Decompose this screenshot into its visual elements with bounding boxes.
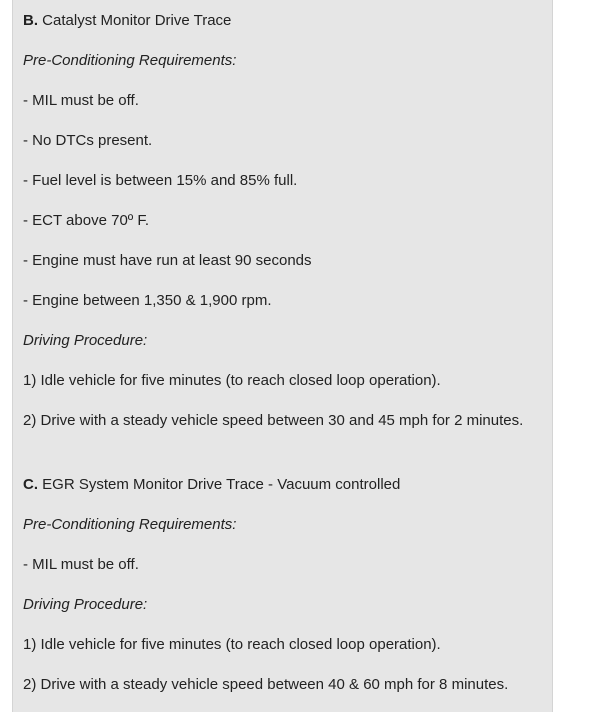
section-b-step: 1) Idle vehicle for five minutes (to reach closed loop operation).: [23, 372, 441, 389]
content-panel: [12, 0, 553, 712]
section-c-heading: [23, 473, 400, 497]
section-c-requirement: - MIL must be off.: [23, 556, 139, 573]
section-b-requirement: - No DTCs present.: [23, 132, 153, 149]
section-c-step: 2) Drive with a steady vehicle speed between 40 & 60 mph for 8 minutes.: [23, 676, 509, 693]
section-b-requirement: - ECT above 70º F.: [23, 212, 150, 229]
section-c-title: EGR System Monitor Drive Trace - Vacuum controlled: [42, 476, 401, 493]
section-b-requirement: - Engine between 1,350 & 1,900 rpm.: [23, 292, 272, 309]
section-b-preconditioning-label: Pre-Conditioning Requirements:: [23, 52, 237, 69]
section-b-heading: [23, 9, 231, 33]
section-b-title: Catalyst Monitor Drive Trace: [42, 12, 232, 29]
section-b-step: 2) Drive with a steady vehicle speed between 30 and 45 mph for 2 minutes.: [23, 412, 524, 429]
section-b-requirement: - Fuel level is between 15% and 85% full.: [23, 172, 298, 189]
section-b-letter: B.: [23, 12, 38, 29]
section-b-requirement: - MIL must be off.: [23, 92, 139, 109]
section-c-driving-label: Driving Procedure:: [23, 596, 148, 613]
section-b-driving-label: Driving Procedure:: [23, 332, 148, 349]
section-c-preconditioning-label: Pre-Conditioning Requirements:: [23, 516, 237, 533]
section-c-step: 1) Idle vehicle for five minutes (to reach closed loop operation).: [23, 636, 441, 653]
section-b-requirement: - Engine must have run at least 90 seconds: [23, 252, 312, 269]
section-c-letter: C.: [23, 476, 38, 493]
